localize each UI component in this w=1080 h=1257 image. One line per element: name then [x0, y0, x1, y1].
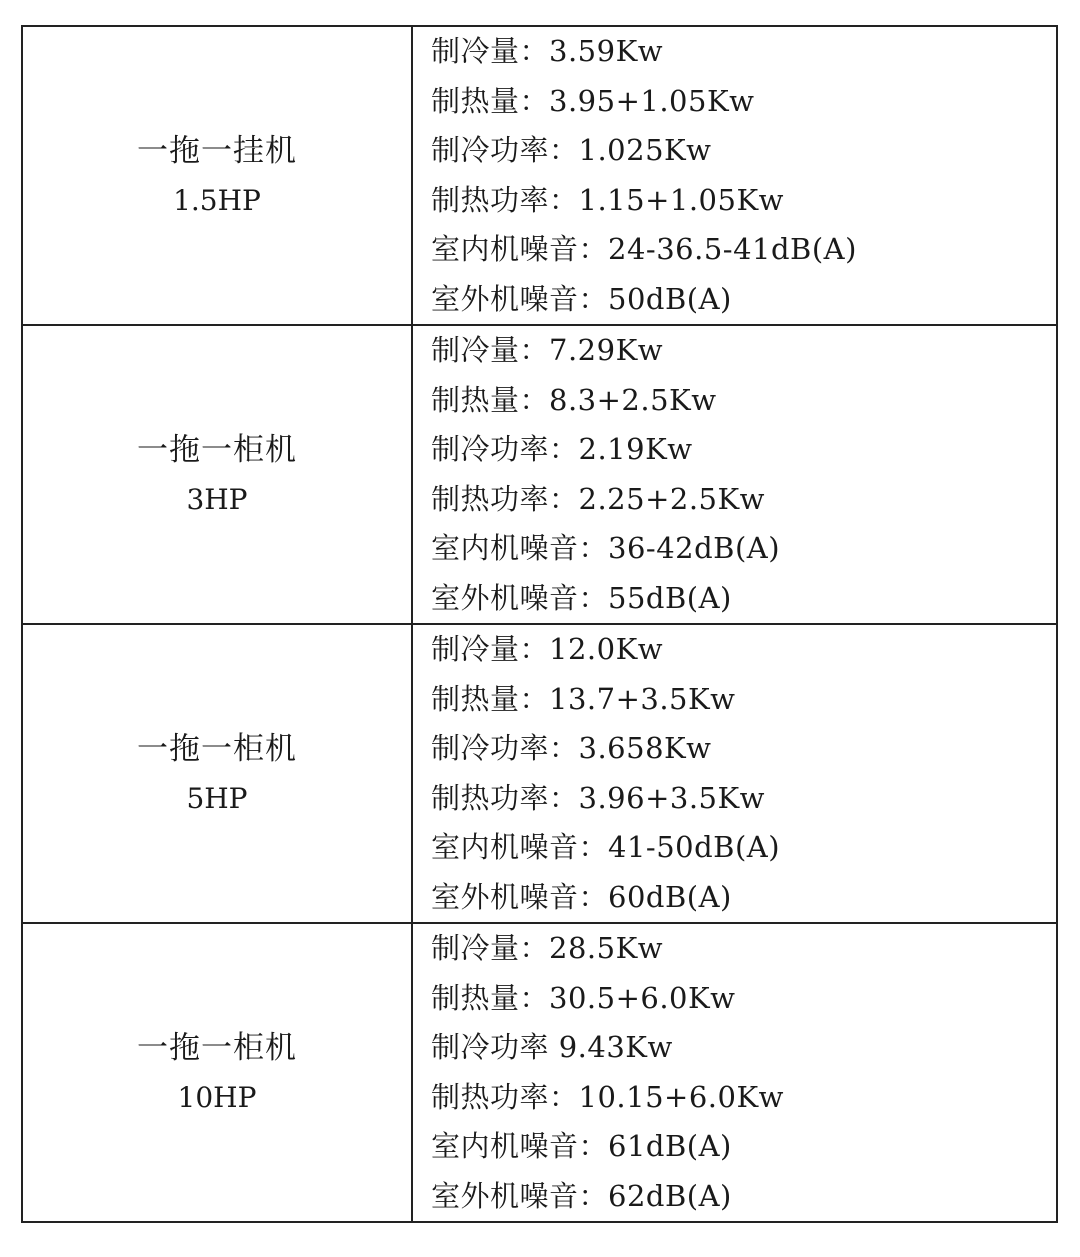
spec-cell — [412, 325, 1057, 624]
spec-indoor-noise: 室内机噪音：24-36.5-41dB(A) — [431, 232, 857, 266]
model-name: 一拖一柜机 — [137, 1029, 297, 1066]
spec-heating-capacity: 制热量：30.5+6.0Kw — [431, 980, 736, 1015]
spec-cooling-capacity: 制冷量：28.5Kw — [431, 931, 664, 965]
spec-heating-power: 制热功率：2.25+2.5Kw — [431, 481, 765, 516]
table-row — [22, 325, 1057, 624]
spec-cooling-capacity: 制冷量：3.59Kw — [431, 34, 664, 68]
spec-heating-capacity: 制热量：3.95+1.05Kw — [431, 83, 755, 118]
model-horsepower: 3HP — [186, 482, 248, 516]
spec-heating-power: 制热功率：3.96+3.5Kw — [431, 780, 765, 815]
spec-outdoor-noise: 室外机噪音：62dB(A) — [431, 1178, 732, 1213]
model-name: 一拖一挂机 — [137, 132, 297, 169]
table-row — [22, 624, 1057, 923]
spec-cooling-capacity: 制冷量：7.29Kw — [431, 333, 664, 367]
spec-indoor-noise: 室内机噪音：61dB(A) — [431, 1129, 732, 1163]
spec-cooling-power: 制冷功率：2.19Kw — [431, 432, 693, 466]
spec-cooling-power: 制冷功率 9.43Kw — [431, 1030, 673, 1064]
table-row — [22, 26, 1057, 325]
table-row — [22, 923, 1057, 1222]
model-horsepower: 10HP — [177, 1080, 257, 1114]
spec-indoor-noise: 室内机噪音：41-50dB(A) — [431, 830, 781, 864]
model-horsepower: 1.5HP — [173, 183, 261, 217]
spec-heating-capacity: 制热量：13.7+3.5Kw — [431, 681, 736, 716]
spec-cell — [412, 923, 1057, 1222]
spec-cooling-power: 制冷功率：1.025Kw — [431, 133, 712, 167]
spec-cooling-capacity: 制冷量：12.0Kw — [431, 632, 664, 666]
spec-outdoor-noise: 室外机噪音：55dB(A) — [431, 580, 732, 615]
spec-indoor-noise: 室内机噪音：36-42dB(A) — [431, 531, 781, 565]
spec-heating-power: 制热功率：10.15+6.0Kw — [431, 1079, 784, 1114]
spec-cooling-power: 制冷功率：3.658Kw — [431, 731, 712, 765]
model-cell — [22, 325, 412, 624]
model-cell — [22, 624, 412, 923]
spec-outdoor-noise: 室外机噪音：60dB(A) — [431, 879, 732, 914]
spec-cell — [412, 26, 1057, 325]
spec-outdoor-noise: 室外机噪音：50dB(A) — [431, 281, 732, 316]
model-cell — [22, 923, 412, 1222]
model-name: 一拖一柜机 — [137, 431, 297, 468]
model-horsepower: 5HP — [186, 781, 248, 815]
spec-heating-capacity: 制热量：8.3+2.5Kw — [431, 382, 717, 417]
model-cell — [22, 26, 412, 325]
model-name: 一拖一柜机 — [137, 730, 297, 767]
spec-table — [21, 25, 1058, 1223]
spec-heating-power: 制热功率：1.15+1.05Kw — [431, 182, 784, 217]
spec-cell — [412, 624, 1057, 923]
